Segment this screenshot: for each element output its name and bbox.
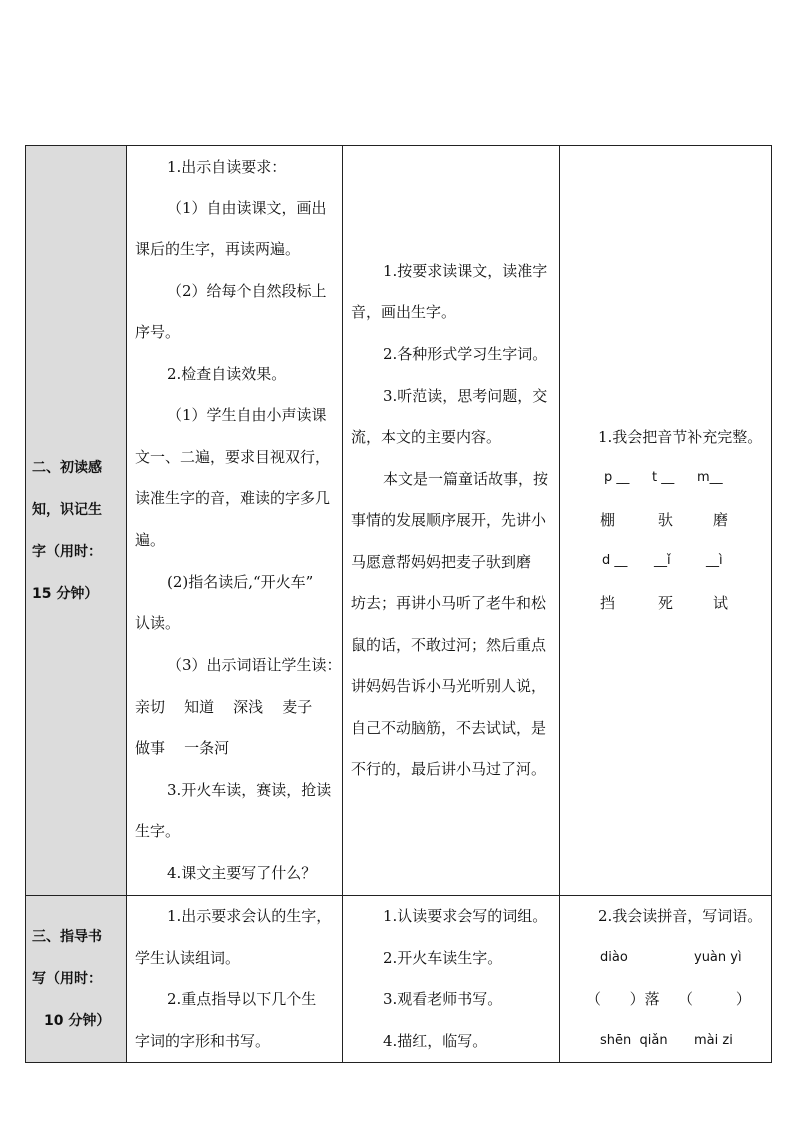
pinyin-blank: __ǐ	[654, 553, 671, 568]
vocab-words-line: 亲切 知道 深浅 麦子	[135, 698, 313, 716]
pinyin-blank: __ì	[706, 553, 723, 568]
teacher-line: 2.检查自读效果。	[167, 365, 287, 383]
teacher-line: 序号。	[135, 323, 181, 341]
pinyin: shēn qiǎn	[600, 1033, 668, 1048]
teacher-line: 认读。	[135, 614, 181, 632]
student-line: 2.各种形式学习生字词。	[383, 345, 548, 363]
teacher-line: 生字。	[135, 822, 181, 840]
teacher-line: 3.开火车读，赛读，抢读	[167, 781, 332, 799]
stage-line: 知，识记生	[32, 501, 102, 518]
answer-blank: （ ）落	[586, 990, 660, 1008]
pinyin-blank: m__	[697, 470, 723, 485]
student-activity-cell	[343, 896, 560, 1063]
student-line: 1.按要求读课文，读准字	[383, 262, 548, 280]
hanzi: 试	[713, 594, 729, 612]
answer-blank: （ ）	[678, 990, 751, 1008]
pinyin-blank: t __	[652, 470, 675, 485]
stage-line: 10 分钟）	[44, 1013, 111, 1029]
student-line: 坊去；再讲小马听了老牛和松	[351, 594, 547, 612]
stage-cell-writing	[26, 896, 127, 1063]
teacher-line: 遍。	[135, 531, 166, 549]
student-line: 2.开火车读生字。	[383, 949, 503, 967]
teacher-line: 读准生字的音，难读的字多几	[135, 489, 331, 507]
stage-line: 二、初读感	[32, 459, 102, 476]
student-line: 1.认读要求会写的词组。	[383, 907, 548, 925]
exercise-title: 1.我会把音节补充完整。	[598, 428, 763, 446]
student-line: 事情的发展顺序展开，先讲小	[351, 511, 547, 529]
teacher-line: 文一、二遍，要求目视双行，	[135, 448, 331, 466]
teacher-line: （1）自由读课文，画出	[167, 199, 327, 217]
teacher-line: 学生认读组词。	[135, 949, 241, 967]
student-line: 流，本文的主要内容。	[351, 428, 502, 446]
teacher-line: 2.重点指导以下几个生	[167, 990, 317, 1008]
stage-line: 三、指导书	[32, 929, 102, 945]
teacher-line: （1）学生自由小声读课	[167, 406, 327, 424]
student-line: 音，画出生字。	[351, 303, 457, 321]
student-line: 不行的，最后讲小马过了河。	[351, 760, 547, 778]
hanzi: 棚	[600, 511, 616, 529]
vocab-words-line: 做事 一条河	[135, 739, 230, 757]
teacher-line: 4.课文主要写了什么？	[167, 864, 317, 882]
teacher-line: （2）给每个自然段标上	[167, 282, 327, 300]
pinyin-blank: d __	[602, 553, 628, 568]
lesson-plan-table	[25, 145, 772, 1063]
hanzi: 磨	[713, 511, 729, 529]
pinyin-blank: p __	[604, 470, 630, 485]
teacher-line: (2)指名读后,“开火车”	[167, 573, 314, 591]
student-line: 讲妈妈告诉小马光听别人说，	[351, 677, 547, 695]
teacher-line: 字词的字形和书写。	[135, 1032, 271, 1050]
exercise-title: 2.我会读拼音，写词语。	[598, 907, 763, 925]
stage-cell-first-reading	[26, 146, 127, 896]
student-line: 本文是一篇童话故事，按	[383, 470, 549, 488]
hanzi: 死	[658, 594, 674, 612]
teacher-line: （3）出示词语让学生读：	[167, 656, 342, 674]
stage-line: 15 分钟）	[32, 585, 99, 602]
student-line: 自己不动脑筋，不去试试，是	[351, 719, 547, 737]
exercise-cell	[560, 896, 772, 1063]
teacher-line: 1.出示要求会认的生字，	[167, 907, 332, 925]
teacher-line: 1.出示自读要求：	[167, 158, 287, 176]
pinyin: yuàn yì	[694, 950, 742, 965]
student-line: 鼠的话，不敢过河；然后重点	[351, 636, 547, 654]
student-line: 4.描红，临写。	[383, 1032, 488, 1050]
exercise-cell	[560, 146, 772, 896]
pinyin: diào	[600, 950, 628, 965]
teacher-activity-cell	[127, 896, 343, 1063]
hanzi: 挡	[600, 594, 616, 612]
student-line: 3.听范读，思考问题，交	[383, 387, 548, 405]
stage-line: 字（用时：	[32, 543, 102, 560]
row-first-reading	[26, 146, 772, 896]
student-activity-cell	[343, 146, 560, 896]
teacher-activity-cell	[127, 146, 343, 896]
pinyin: mài zi	[694, 1033, 733, 1048]
stage-line: 写（用时：	[32, 971, 102, 987]
row-writing-guidance	[26, 896, 772, 1063]
student-line: 3.观看老师书写。	[383, 990, 503, 1008]
teacher-line: 课后的生字，再读两遍。	[135, 240, 301, 258]
student-line: 马愿意帮妈妈把麦子驮到磨	[351, 553, 532, 571]
hanzi: 驮	[658, 511, 674, 529]
